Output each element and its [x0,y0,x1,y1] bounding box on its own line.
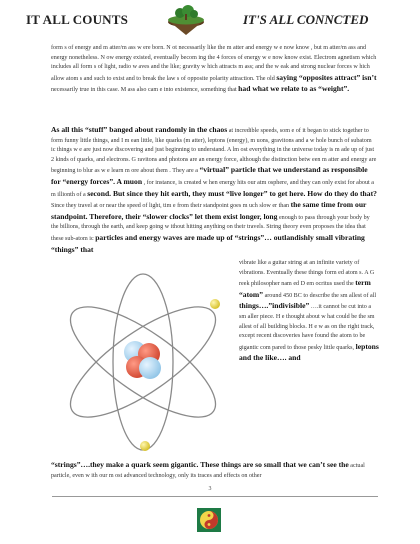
tail-text-b: actual particle, even w ith our m ost advanced technology, only its traces and effects on other [51,463,365,479]
tail-text-a: “strings”….they make a quark seem gigantic. These things are so small that we can’t see the [51,460,349,469]
header-left-title: IT ALL COUNTS [26,12,129,27]
p2-text-a: As all this “stuff” banged about randomly in the chaos [51,125,228,134]
p1-text-d: had what we relate to as “weight”. [238,84,350,94]
side-text-f: leptons and the like…. and [239,341,379,363]
header-right-title: IT'S ALL CONNCTED [243,12,369,27]
page-header [0,0,420,40]
side-text-e: ….it cannot be cut into a sm aller piece. H e thought about w hat could be the sm allest of all building blocks. H e w as on the right track, except recent discoveries have found the atom to be gigantic com pared to those pesky little quarks, [239,304,375,351]
yin-yang-logo-icon [197,508,221,532]
paragraph-2 [51,125,377,256]
p2-text-f: Since they travel at or near the speed of light, tim e from their standpoint goes m uch slow er than [51,203,290,210]
p2-text-c: “virtual” particle that we understand as responsible for “energy forces”. A muon [51,165,368,186]
side-text-b: term “atom” [239,278,371,299]
p2-text-i: particles and energy waves are made up of “strings”… outlandishly small vibrating “things” that [51,232,365,254]
p2-text-g: the same time from our standpoint. Therefore, their “slower clocks” let them exist longer, long [51,200,367,221]
nucleus-neutron [139,357,161,379]
p2-text-b: at incredible speeds, som e of it began to stick together to form funny little things, and I m ean little, like quarks (m atter), leptons (energy), m uons, gravitons and a w hole bunch of subatom ic things w e are just now discovering and just beginning to understand. A lm ost everything in the universe today is m ade up of just 2 kinds of quarks, and electrons. G ravitons and photons are an energy force, although the distinction betw een m atter and energy are beginning to blur as w e learn m ore about them . They are a [51,128,377,175]
p2-text-h: enough to pass through your body by the billions, through the earth, and keep going w ithout hitting anything on their travels. String theory even proposes the idea that these sub-atom ic [51,214,370,242]
footer-divider [52,496,378,497]
tail-paragraph [51,460,377,481]
atom-diagram [49,268,237,456]
side-text-a: vibrate like a guitar string at an infinite variety of vibrations. Eventually these things form ed atom s. A G reek philosopher nam ed D em ocritus used the [239,260,375,288]
page-number: 3 [208,486,212,492]
electron [210,299,220,309]
side-text-d: things….”indivisible” [239,301,310,311]
p2-text-d: , for instance, is created w hen energy hits our atm osphere, and they can only exist for about a m illionth of a [51,179,374,198]
side-text-c: around 450 BC to describe the sm allest of all [264,292,377,299]
p2-text-e: second. But since they hit earth, they must “live longer” to get here. How do they do that? [87,188,377,198]
p1-text-b: saying “opposites attract” isn’t [276,72,377,82]
side-paragraph [239,259,379,365]
p1-text-c: necessarily true in this case. M ass also cam e into existence, something that [51,87,237,94]
p1-text-a: form s of energy and m atter/m ass w ere born. N ot necessarily like the m atter and energy w e now know , but m atter/m ass and energy nonetheless. N ow energy existed, eventually becom ing the 4 forces of energy w e now know exist. Electrom agnetism which includes all form s of light, radio w aves and the like; gravity w hich attracts m ass; and the w eak and strong nuclear forces w hich allow atom s and such to exist and to break the law s of opposite polarity attraction. The old [51,45,377,82]
floating-island-icon [166,2,206,36]
electron [140,441,150,451]
paragraph-1 [51,44,377,96]
